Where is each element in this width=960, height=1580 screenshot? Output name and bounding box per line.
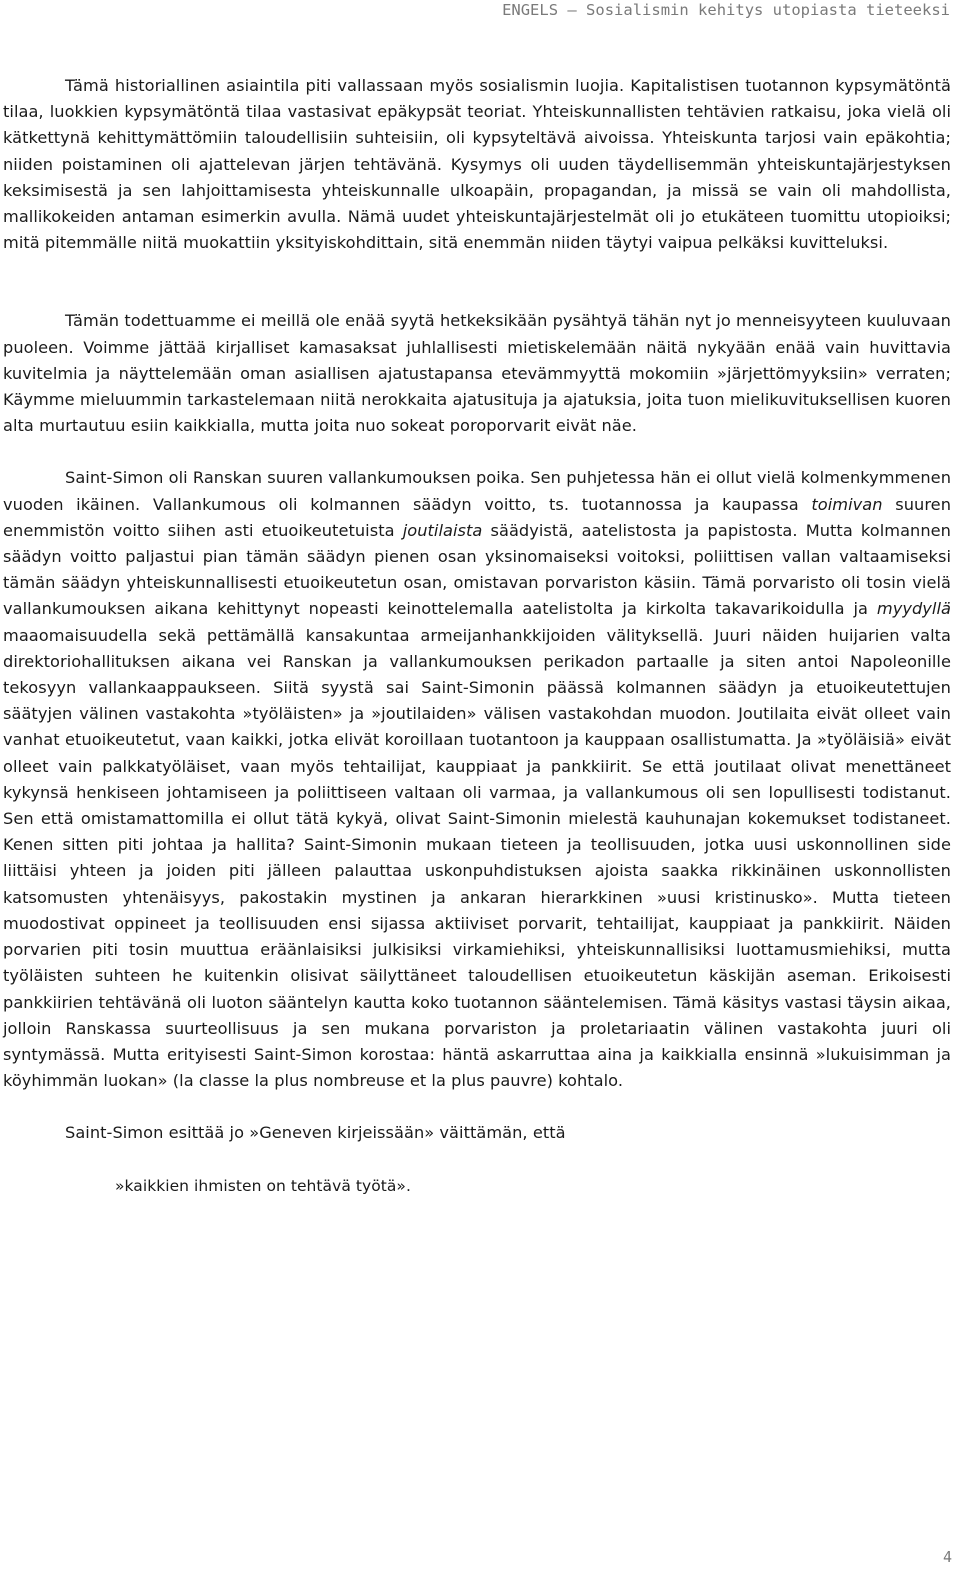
emphasis-joutilaista: joutilaista bbox=[402, 520, 483, 540]
paragraph-3-part-d: maaomaisuudella sekä pettämällä kansakuntaa armeijanhankkijoiden välityksellä. Juuri näiden huijarien valta direktoriohallituksen aikana vei Ranskan ja vallankumouksen perikadon partaalle ja siten antoi Napoleonille tekosyyn vallankaappaukseen. Siitä syystä sai Saint-Simonin päässä kolmannen säädyn ja etuoikeutettujen säätyjen välinen vastakohta »työläisten» ja »joutilaiden» välisen vastakohdan muodon. Joutilaita eivät olleet vain vanhat etuoikeutetut, vaan kaikki, jotka elivät koroillaan tuotantoon ja kauppaan osallistumatta. Ja »työläisiä» eivät olleet vain palkkatyöläiset, vaan myös tehtailijat, kauppiaat ja pankkiirit. Se että joutilaat olivat menettäneet kykynsä henkiseen johtamiseen ja poliittiseen valtaan oli varmaa, ja vallankumous oli sen lopullisesti todistanut. Sen että omistamattomilla ei ollut tätä kykyä, olivat Saint-Simonin mielestä kauhunajan kokemukset todistaneet. Kenen sitten piti johtaa ja hallita? Saint-Simonin mukaan tieteen ja teollisuuden, jotka uusi uskonnollinen side liittäisi yhteen ja joiden piti jälleen palauttaa uskonpuhdistuksen ajoista saakka rikkinäinen uskonnollisten katsomusten yhtenäisyys, pakostakin mystinen ja ankaran hierarkkinen »uusi kristinusko». Mutta tieteen muodostivat oppineet ja teollisuuden ensi sijassa aktiiviset porvarit, tehtailijat, kauppiaat ja pankkiirit. Näiden porvarien piti tosin muuttua eräänlaisiksi julkisiksi virkamiehiksi, yhteiskunnallisiksi luottamusmiehiksi, mutta työläisten suhteen he kuitenkin olisivat säilyttäneet taloudellisen etuoikeutetun käskijän aseman. Erikoisesti pankkiirien tehtävänä oli luoton sääntelyn kautta koko tuotannon sääntelemisen. Tämä käsitys vastasi täysin aikaa, jolloin Ranskassa suurteollisuus ja sen mukana porvariston ja proletariaatin välinen vastakohta juuri oli syntymässä. Mutta erityisesti Saint-Simon korostaa: häntä askarruttaa aina ja kaikkialla ensinnä »lukuisimman ja köyhimmän luokan» (la classe la plus nombreuse et la plus pauvre) kohtalo. bbox=[3, 625, 951, 1091]
block-quote: »kaikkien ihmisten on tehtävä työtä». bbox=[115, 1176, 411, 1195]
paragraph-4: Saint-Simon esittää jo »Geneven kirjeissään» väittämän, että bbox=[65, 1123, 566, 1143]
paragraph-1: Tämä historiallinen asiaintila piti vallassaan myös sosialismin luojia. Kapitalistisen tuotannon kypsymätöntä tilaa, luokkien kypsymätöntä tilaa vastasivat epäkypsät teoriat. Yhteiskunnallisten tehtävien ratkaisu, joka vielä oli kätkettynä kehittymättömiin taloudellisiin suhteisiin, oli kypsyteltävä aivoissa. Yhteiskunta tarjosi vain epäkohtia; niiden poistaminen oli ajattelevan järjen tehtävänä. Kysymys oli uuden täydellisemmän yhteiskuntajärjestyksen keksimisestä ja sen lahjoittamisesta yhteiskunnalle ulkoapäin, propagandan, ja missä se vain oli mahdollista, mallikokeiden antaman esimerkin avulla. Nämä uudet yhteiskuntajärjestelmät oli jo etukäteen tuomittu utopioiksi; mitä pitemmälle niitä muokattiin yksityiskohdittain, sitä enemmän niiden täytyi vaipua pelkäksi kuvitteluksi. bbox=[3, 76, 951, 253]
paragraph-2: Tämän todettuamme ei meillä ole enää syytä hetkeksikään pysähtyä tähän nyt jo menneisyyteen kuuluvaan puoleen. Voimme jättää kirjalliset kamasaksat juhlallisesti mietiskelemään näitä nykyään enää vain huvittavia kuvitelmia ja näyttelemään oman asiallisen ajatustapansa etevämmyyttä mokomiin »järjettömyyksiin» verraten; Käymme mieluummin tarkastelemaan niitä nerokkaita ajatusituja ja ajatuksia, joita tuon mielikuvituksellisen kuoren alta murtautuu esiin kaikkialla, mutta joita nuo sokeat poroporvarit eivät näe. bbox=[3, 311, 951, 436]
page-body bbox=[3, 73, 951, 1199]
page-number: 4 bbox=[942, 1548, 952, 1566]
paragraph-3-part-c: säädyistä, aatelistosta ja papistosta. Mutta kolmannen säädyn voitto paljastui pian tämän säädyn pienen osan yksinomaiseksi voitoksi, poliittisen vallan valtaamiseksi tämän säädyn yhteiskunnallisesti etuoikeutetun osan, omistavan porvariston käsiin. Tämä porvaristo oli tosin vielä vallankumouksen aikana kehittynyt nopeasti keinottelemalla aatelistolta ja kirkolta takavarikoidulla ja bbox=[3, 520, 951, 619]
emphasis-toimivan: toimivan bbox=[811, 494, 883, 514]
running-header: ENGELS – Sosialismin kehitys utopiasta tieteeksi bbox=[502, 1, 950, 19]
paragraph-3-part-b: suuren enemmistön voitto siihen asti etuoikeutetuista bbox=[3, 494, 951, 540]
paragraph-3 bbox=[3, 465, 951, 1094]
emphasis-myydylla: myydyllä bbox=[876, 599, 951, 619]
paragraph-3-part-a: Saint-Simon oli Ranskan suuren vallankumouksen poika. Sen puhjetessa hän ei ollut vielä kolmenkymmenen vuoden ikäinen. Vallankumous oli kolmannen säädyn voitto, ts. tuotannossa ja kaupassa bbox=[3, 468, 951, 514]
